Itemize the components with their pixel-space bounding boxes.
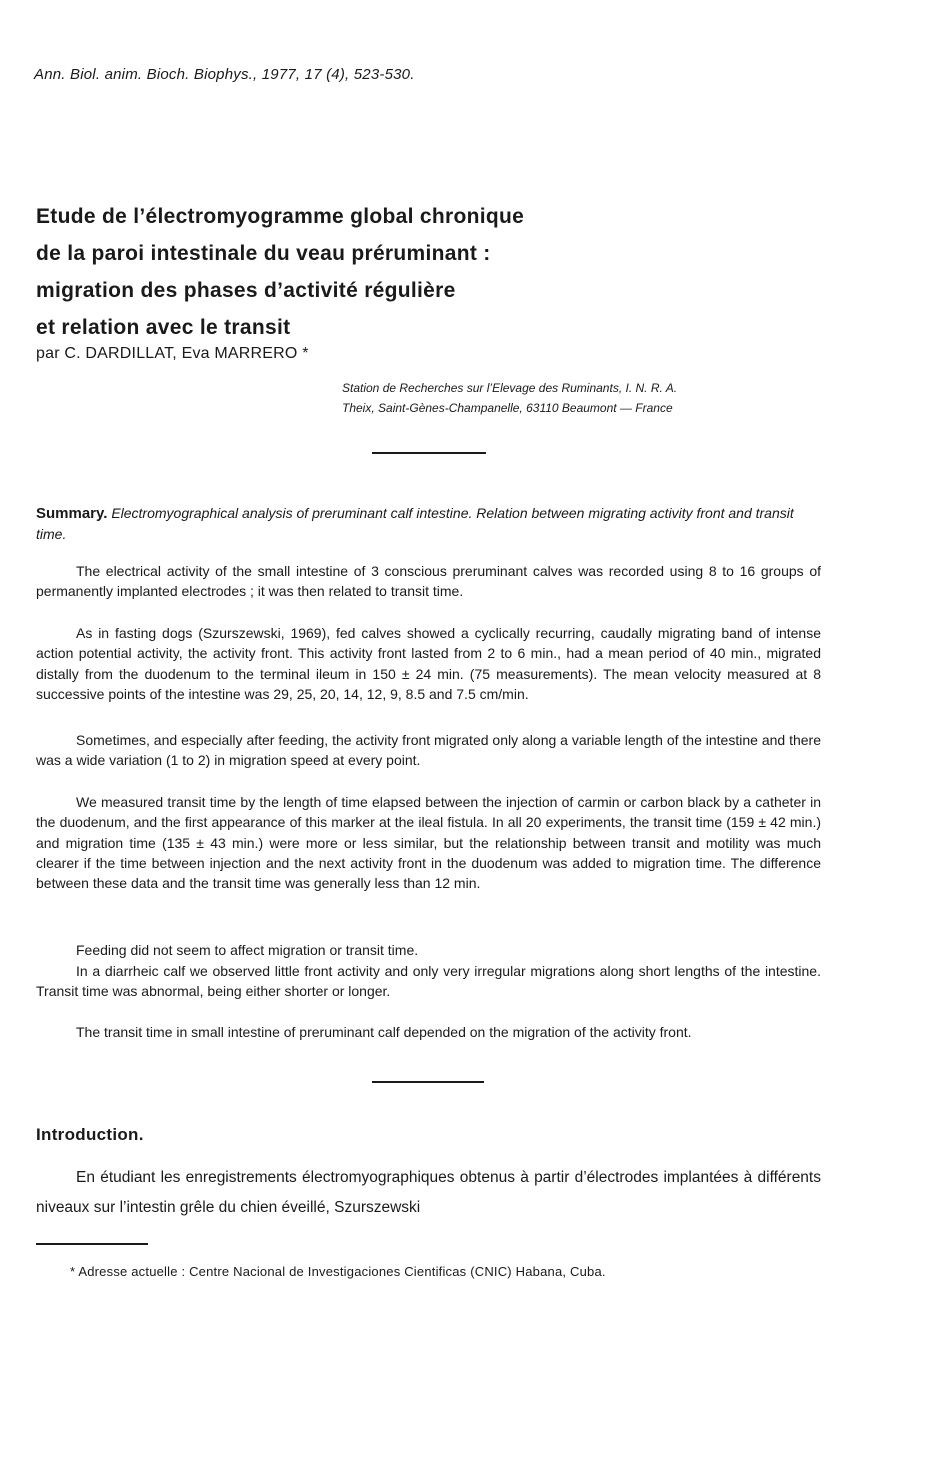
summary-title: Electromyographical analysis of preruminant calf intestine. Relation between migrating activity front and transit time. bbox=[36, 505, 794, 542]
journal-reference: Ann. Biol. anim. Bioch. Biophys., 1977, 17 (4), 523-530. bbox=[34, 66, 415, 83]
authors: par C. DARDILLAT, Eva MARRERO * bbox=[36, 345, 309, 362]
summary-paragraph: In a diarrheic calf we observed little front activity and only very irregular migrations along short lengths of the intestine. Transit time was abnormal, being either shorter or longer. bbox=[36, 963, 821, 1000]
title-line: de la paroi intestinale du veau préruminant : bbox=[36, 242, 491, 265]
section-heading: Introduction. bbox=[36, 1125, 144, 1144]
title-line: Etude de l’électromyogramme global chronique bbox=[36, 205, 525, 228]
footnote: * Adresse actuelle : Centre Nacional de Investigaciones Cientificas (CNIC) Habana, Cuba. bbox=[70, 1264, 606, 1279]
summary-paragraph: The transit time in small intestine of preruminant calf depended on the migration of the activity front. bbox=[76, 1024, 692, 1040]
summary-paragraph: As in fasting dogs (Szurszewski, 1969), fed calves showed a cyclically recurring, caudally migrating band of intense action potential activity, the activity front. This activity front lasted from 2 to 6 min., had a mean period of 40 min., migrated distally from the duodenum to the terminal ileum in 150 ± 24 min. (75 measurements). The mean velocity measured at 8 successive points of the intestine was 29, 25, 20, 14, 12, 9, 8.5 and 7.5 cm/min. bbox=[36, 625, 821, 702]
footnote-rule bbox=[36, 1243, 148, 1245]
summary-paragraph: The electrical activity of the small intestine of 3 conscious preruminant calves was recorded using 8 to 16 groups of permanently implanted electrodes ; it was then related to transit time. bbox=[36, 563, 821, 600]
introduction-text: En étudiant les enregistrements électromyographiques obtenus à partir d’électrodes implantées à différents niveaux sur l’intestin grêle du chien éveillé, Szurszewski bbox=[36, 1169, 821, 1216]
affiliation bbox=[342, 378, 802, 418]
summary-label: Summary. bbox=[36, 505, 108, 522]
affiliation-line: Theix, Saint-Gènes-Champanelle, 63110 Beaumont — France bbox=[342, 401, 673, 415]
article-title bbox=[36, 198, 736, 346]
summary-paragraph: Feeding did not seem to affect migration or transit time. bbox=[76, 942, 419, 958]
summary-paragraph: We measured transit time by the length of time elapsed between the injection of carmin or carbon black by a catheter in the duodenum, and the first appearance of this marker at the ileal fistula. In all 20 experiments, the transit time (159 ± 42 min.) and migration time (135 ± 43 min.) were more or less similar, but the relationship between transit and motility was much clearer if the time between injection and the next activity front in the duodenum was added to migration time. The difference between these data and the transit time was generally less than 12 min. bbox=[36, 794, 821, 892]
summary-paragraph: Sometimes, and especially after feeding, the activity front migrated only along a variable length of the intestine and there was a wide variation (1 to 2) in migration speed at every point. bbox=[36, 732, 821, 769]
divider bbox=[372, 452, 486, 454]
title-line: migration des phases d’activité régulière bbox=[36, 279, 456, 302]
summary-heading bbox=[36, 503, 821, 545]
title-line: et relation avec le transit bbox=[36, 316, 291, 339]
divider bbox=[372, 1081, 484, 1083]
affiliation-line: Station de Recherches sur l’Elevage des Ruminants, I. N. R. A. bbox=[342, 381, 678, 395]
